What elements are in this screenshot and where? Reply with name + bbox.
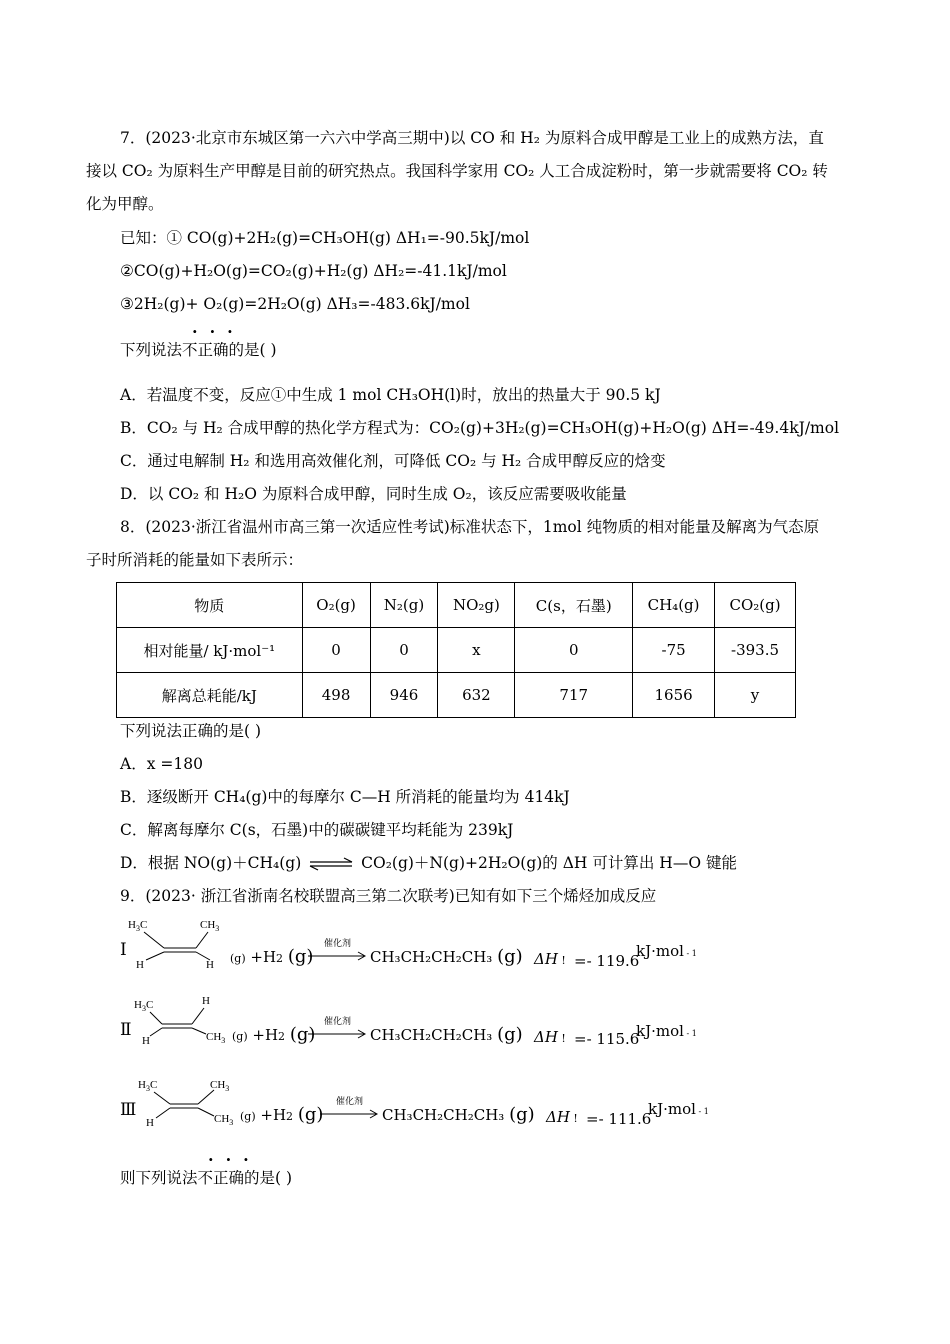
svg-text:H: H bbox=[206, 959, 214, 971]
q9-line-1: 9．(2023· 浙江省浙南名校联盟高三第二次联考)已知有如下三个烯烃加成反应 bbox=[120, 887, 657, 905]
svg-text:H3C: $H_3C$ bbox=[128, 919, 148, 933]
svg-text:H: H bbox=[136, 959, 144, 971]
table-header-cell: CO₂(g) bbox=[715, 583, 796, 628]
svg-text:CH3: $CH_3$ bbox=[214, 1113, 234, 1127]
q7-line-1: 7．(2023·北京市东城区第一六六中学高三期中)以 CO 和 H₂ 为原料合成甲醇是工业上的成熟方法，直 bbox=[120, 129, 824, 147]
table-header-row bbox=[117, 583, 796, 628]
trans-2-butene-structure bbox=[130, 992, 240, 1052]
catalyst-label: 催化剂 bbox=[324, 1017, 352, 1027]
table-header-cell: N₂(g) bbox=[370, 583, 438, 628]
reaction-2-numeral: Ⅱ bbox=[120, 1020, 132, 1040]
table-cell: 498 bbox=[302, 673, 370, 718]
table-cell: 632 bbox=[438, 673, 515, 718]
cis-2-butene-structure bbox=[124, 912, 234, 972]
equilibrium-arrow-icon bbox=[308, 857, 354, 871]
catalyst-label: 催化剂 bbox=[336, 1097, 364, 1107]
reaction-2-reactants: (g) +H2 (g) bbox=[232, 1024, 316, 1045]
table-header-cell: NO₂g) bbox=[438, 583, 515, 628]
q8-option-d bbox=[120, 853, 737, 873]
q7-option-c: C．通过电解制 H₂ 和选用高效催化剂，可降低 CO₂ 与 H₂ 合成甲醇反应的焓变 bbox=[120, 452, 666, 470]
table-header-cell: 物质 bbox=[117, 583, 303, 628]
q8-stem: 下列说法正确的是( ) bbox=[120, 722, 262, 740]
reaction-2-dh-symbol: ΔH ! bbox=[534, 1028, 566, 1046]
table-cell: 相对能量/ kJ·mol⁻¹ bbox=[117, 628, 303, 673]
catalyst-label: 催化剂 bbox=[324, 939, 352, 949]
unit-text: kJ·mol bbox=[636, 942, 684, 960]
svg-text:H: H bbox=[142, 1035, 150, 1047]
q7-option-d: D．以 CO₂ 和 H₂O 为原料合成甲醇，同时生成 O₂，该反应需要吸收能量 bbox=[120, 485, 627, 503]
table-cell: 946 bbox=[370, 673, 438, 718]
reaction-3-unit: kJ·mol - 1 bbox=[648, 1100, 709, 1118]
reaction-1-reactants: (g) +H2 (g) bbox=[230, 946, 314, 967]
reaction-2-dh-value: =- 115.6 bbox=[574, 1030, 640, 1048]
q8-option-b: B．逐级断开 CH₄(g)中的每摩尔 C—H 所消耗的能量均为 414kJ bbox=[120, 788, 570, 806]
table-cell: -75 bbox=[633, 628, 715, 673]
table-header-cell: CH₄(g) bbox=[633, 583, 715, 628]
svg-text:H3C: $H_3C$ bbox=[134, 999, 154, 1013]
table-header-cell: O₂(g) bbox=[302, 583, 370, 628]
2-methylpropene-structure bbox=[134, 1072, 244, 1132]
q7-option-b: B．CO₂ 与 H₂ 合成甲醇的热化学方程式为：CO₂(g)+3H₂(g)=CH₃OH(g)+H₂O(g) ΔH=-49.4kJ/mol bbox=[120, 419, 840, 437]
q7-known-2: ②CO(g)+H₂O(g)=CO₂(g)+H₂(g) ΔH₂=-41.1kJ/mol bbox=[120, 262, 507, 280]
reaction-3-dh-value: =- 111.6 bbox=[586, 1110, 652, 1128]
reaction-1-numeral: Ⅰ bbox=[120, 940, 127, 960]
svg-text:CH3: $CH_3$ bbox=[200, 919, 220, 933]
q7-stem: 下列说法不正确的是( ) bbox=[120, 341, 277, 359]
reaction-1-unit: kJ·mol - 1 bbox=[636, 942, 697, 960]
reaction-2-product: CH₃CH₂CH₂CH₃ (g) bbox=[370, 1024, 523, 1045]
table-cell: 解离总耗能/kJ bbox=[117, 673, 303, 718]
reaction-2-arrow bbox=[306, 1014, 368, 1048]
svg-text:H: H bbox=[146, 1117, 154, 1129]
reaction-3-dh-symbol: ΔH ! bbox=[546, 1108, 578, 1126]
table-cell: x bbox=[438, 628, 515, 673]
energy-table bbox=[116, 582, 796, 718]
q7-known-3: ③2H₂(g)+ O₂(g)=2H₂O(g) ΔH₃=-483.6kJ/mol bbox=[120, 295, 470, 313]
q9-emphasis-dots: ··· bbox=[208, 1150, 261, 1169]
reaction-1-product: CH₃CH₂CH₂CH₃ (g) bbox=[370, 946, 523, 967]
q8-line-2: 子时所消耗的能量如下表所示： bbox=[86, 551, 304, 569]
svg-text:CH3: $CH_3$ bbox=[210, 1079, 230, 1093]
table-row bbox=[117, 628, 796, 673]
q8-option-d-left: D．根据 NO(g)＋CH₄(g) bbox=[120, 854, 302, 872]
product-formula: CH₃CH₂CH₂CH₃ bbox=[382, 1106, 505, 1124]
table-cell: 0 bbox=[370, 628, 438, 673]
table-cell: 717 bbox=[515, 673, 633, 718]
svg-text:H: H bbox=[202, 995, 210, 1007]
product-formula: CH₃CH₂CH₂CH₃ bbox=[370, 948, 493, 966]
reaction-2-unit: kJ·mol - 1 bbox=[636, 1022, 697, 1040]
q9-stem: 则下列说法不正确的是( ) bbox=[120, 1169, 293, 1187]
table-cell: 0 bbox=[515, 628, 633, 673]
svg-text:CH3: $CH_3$ bbox=[206, 1031, 226, 1045]
q8-option-d-right: CO₂(g)＋N(g)+2H₂O(g)的 ΔH 可计算出 H—O 键能 bbox=[361, 854, 737, 872]
unit-text: kJ·mol bbox=[648, 1100, 696, 1118]
reaction-1-dh-value: =- 119.6 bbox=[574, 952, 640, 970]
svg-text:H3C: $H_3C$ bbox=[138, 1079, 158, 1093]
reaction-3-product: CH₃CH₂CH₂CH₃ (g) bbox=[382, 1104, 535, 1125]
q8-option-c: C．解离每摩尔 C(s，石墨)中的碳碳键平均耗能为 239kJ bbox=[120, 821, 514, 839]
q7-option-a: A．若温度不变，反应①中生成 1 mol CH₃OH(l)时，放出的热量大于 90.5 kJ bbox=[120, 386, 661, 404]
reaction-1-arrow bbox=[306, 936, 368, 970]
table-cell: y bbox=[715, 673, 796, 718]
reaction-3-numeral: Ⅲ bbox=[120, 1100, 137, 1120]
q7-line-2: 接以 CO₂ 为原料生产甲醇是目前的研究热点。我国科学家用 CO₂ 人工合成淀粉时，第一步就需要将 CO₂ 转 bbox=[86, 162, 828, 180]
unit-text: kJ·mol bbox=[636, 1022, 684, 1040]
reaction-1-dh-symbol: ΔH ! bbox=[534, 950, 566, 968]
table-cell: 0 bbox=[302, 628, 370, 673]
q7-line-3: 化为甲醇。 bbox=[86, 195, 164, 213]
product-formula: CH₃CH₂CH₂CH₃ bbox=[370, 1026, 493, 1044]
reaction-3-reactants: (g) +H2 (g) bbox=[240, 1104, 324, 1125]
q8-option-a: A．x =180 bbox=[120, 755, 203, 773]
q7-known-1: 已知：① CO(g)+2H₂(g)=CH₃OH(g) ΔH₁=-90.5kJ/mol bbox=[120, 229, 530, 247]
table-row bbox=[117, 673, 796, 718]
table-cell: 1656 bbox=[633, 673, 715, 718]
table-header-cell: C(s，石墨) bbox=[515, 583, 633, 628]
q8-line-1: 8．(2023·浙江省温州市高三第一次适应性考试)标准状态下，1mol 纯物质的相对能量及解离为气态原 bbox=[120, 518, 820, 536]
reaction-3-arrow bbox=[318, 1094, 380, 1128]
q7-emphasis-dots: ··· bbox=[192, 322, 245, 341]
table-cell: -393.5 bbox=[715, 628, 796, 673]
